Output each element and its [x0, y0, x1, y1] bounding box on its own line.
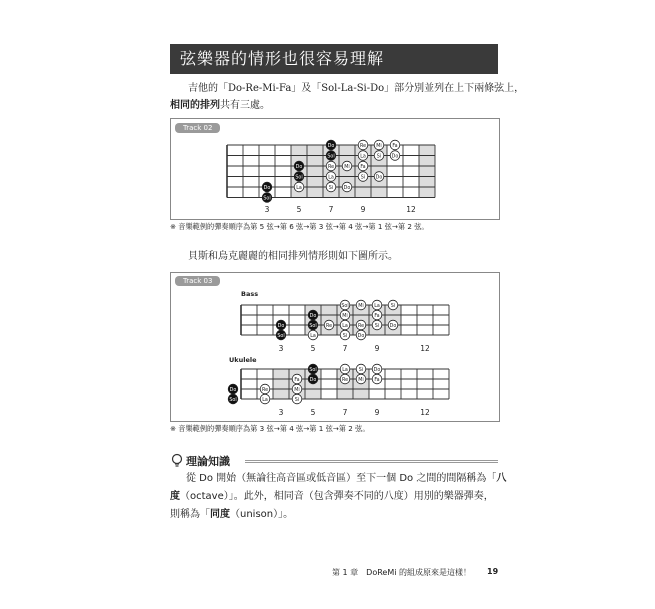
guitar-diagram-panel [170, 118, 500, 220]
guitar-note-label: La [360, 154, 366, 160]
bass-note-label: Re [357, 323, 365, 329]
guitar-note-label: Sol [327, 154, 335, 160]
track-02-badge: Track 02 [175, 123, 220, 133]
ukulele-note-label: Sol [229, 397, 237, 403]
theory-p3-bold: 同度 [210, 509, 230, 520]
ukulele-note-label: Sol [309, 367, 317, 373]
guitar-note-label: Do [375, 175, 383, 181]
theory-p3a: 則稱為「 [170, 509, 210, 520]
bass-fret-number: 5 [310, 344, 316, 353]
guitar-note-label: Sol [263, 196, 271, 202]
bass-fret-number: 7 [342, 344, 348, 353]
guitar-note-label: Si [376, 154, 382, 160]
bass-note-label: Do [309, 313, 317, 319]
lightbulb-icon [170, 453, 184, 469]
guitar-note-label: Re [359, 143, 367, 149]
bass-note-label: Si [390, 303, 396, 309]
theory-p2: （octave）」。此外，相同音（包含彈奏不同的八度）用別的樂器彈奏， [180, 491, 494, 502]
ukulele-label: Ukulele [229, 356, 257, 364]
guitar-note: ※ 音樂範例的彈奏順序為第 5 弦→第 6 弦→第 3 弦→第 4 弦→第 1 弦→第 2 弦。 [170, 222, 429, 231]
ukulele-note-label: La [342, 367, 348, 373]
ukulele-note-label: Si [294, 397, 300, 403]
bass-ukulele-panel [170, 272, 500, 422]
guitar-note-label: Do [295, 164, 303, 170]
guitar-note-label: Si [328, 185, 334, 191]
ukulele-fret-number: 9 [374, 408, 380, 417]
theory-divider [245, 460, 498, 463]
ukulele-note-label: Si [358, 367, 364, 373]
bass-note-label: Mi [342, 313, 348, 319]
bass-note-label: Re [325, 323, 333, 329]
ukulele-note-label: La [262, 397, 268, 403]
bass-ukulele-fretboards [171, 273, 499, 421]
guitar-note-label: Do [343, 185, 351, 191]
theory-heading-row [170, 453, 498, 469]
guitar-note-label: Fa [360, 164, 366, 170]
bass-fret-number: 12 [420, 344, 430, 353]
bass-note-label: Mi [358, 303, 364, 309]
ukulele-note-label: Mi [358, 377, 364, 383]
theory-line-3 [170, 506, 505, 524]
bass-note-label: Sol [309, 323, 317, 329]
guitar-fret-number: 7 [328, 205, 334, 214]
bass-note-label: Do [357, 333, 365, 339]
bass-note-label: La [342, 323, 348, 329]
guitar-note-label: Mi [376, 143, 382, 149]
bass-label: Bass [241, 290, 259, 298]
bass-note-label: Fa [374, 313, 380, 319]
theory-text [170, 470, 505, 524]
page-number: 19 [487, 567, 499, 576]
theory-p2-bold: 度 [170, 491, 180, 502]
guitar-fret-number: 9 [360, 205, 366, 214]
guitar-note-label: Do [263, 185, 271, 191]
guitar-fret-number: 3 [264, 205, 270, 214]
ukulele-fret-number: 7 [342, 408, 348, 417]
bass-note-label: La [374, 303, 380, 309]
guitar-note-label: La [328, 175, 334, 181]
bass-note-label: Sol [341, 303, 349, 309]
theory-p3b: （unison）」。 [230, 509, 294, 520]
guitar-board [227, 140, 435, 214]
ukulele-fret-number: 3 [278, 408, 284, 417]
guitar-fretboard [171, 119, 499, 219]
guitar-highlight-band [419, 145, 435, 198]
theory-p1-bold: 八 [496, 473, 507, 484]
section-title: 弦樂器的情形也很容易理解 [170, 44, 498, 74]
bass-note: ※ 音樂範例的彈奏順序為第 3 弦→第 4 弦→第 1 弦→第 2 弦。 [170, 424, 370, 433]
ukulele-fret-number: 12 [420, 408, 430, 417]
ukulele-fret-number: 5 [310, 408, 316, 417]
theory-line-2 [170, 488, 505, 506]
track-03-badge: Track 03 [175, 276, 220, 286]
bass-note-label: Si [374, 323, 380, 329]
guitar-note-label: Do [391, 154, 399, 160]
bass-note-label: Do [389, 323, 397, 329]
bass-note-label: La [310, 333, 316, 339]
intro-line-2 [170, 97, 508, 114]
bass-note-label: Do [277, 323, 285, 329]
ukulele-note-label: Do [229, 387, 237, 393]
theory-line-1 [170, 470, 505, 488]
ukulele-note-label: Fa [294, 377, 300, 383]
bass-intro: 貝斯和烏克麗麗的相同排列情形則如下圖所示。 [188, 251, 398, 262]
guitar-note-label: Do [327, 143, 335, 149]
guitar-note-label: Re [327, 164, 335, 170]
theory-heading: 理論知識 [186, 455, 230, 468]
theory-p1: 從 Do 開始（無論往高音區或低音區）至下一個 Do 之間的間隔稱為「 [186, 473, 497, 484]
guitar-note-label: Mi [344, 164, 350, 170]
guitar-note-label: Si [360, 175, 366, 181]
bass-fret-number: 3 [278, 344, 284, 353]
guitar-fret-number: 5 [296, 205, 302, 214]
guitar-note-label: La [296, 185, 302, 191]
intro-bold: 相同的排列 [170, 100, 220, 111]
bass-note-label: Si [342, 333, 348, 339]
footer-chapter: 第 1 章 DoReMi 的組成原來是這樣！ [332, 568, 472, 577]
ukulele-note-label: Fa [374, 377, 380, 383]
ukulele-note-label: Mi [294, 387, 300, 393]
ukulele-note-label: Do [373, 367, 381, 373]
guitar-note-label: Sol [295, 175, 303, 181]
bass-note-label: Sol [277, 333, 285, 339]
bass-board [241, 300, 449, 353]
guitar-fret-number: 12 [406, 205, 416, 214]
ukulele-note-label: Re [261, 387, 269, 393]
bass-fret-number: 9 [374, 344, 380, 353]
ukulele-note-label: Do [309, 377, 317, 383]
intro-paragraph [170, 80, 525, 114]
intro-rest: 共有三處。 [220, 100, 270, 111]
ukulele-board [228, 364, 449, 417]
guitar-note-label: Fa [392, 143, 398, 149]
ukulele-note-label: Re [341, 377, 349, 383]
intro-line-1: 吉他的「Do-Re-Mi-Fa」及「Sol-La-Si-Do」部分別並列在上下兩條弦上， [188, 83, 525, 94]
